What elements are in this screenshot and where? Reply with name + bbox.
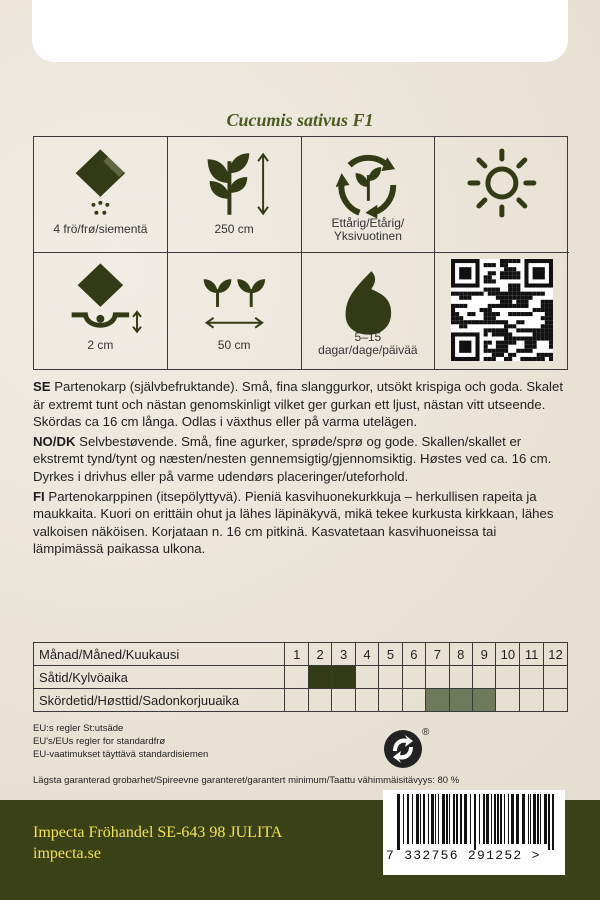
sowing-month-1 bbox=[285, 666, 308, 689]
qr-cell bbox=[435, 253, 569, 369]
sowing-month-6 bbox=[402, 666, 425, 689]
sowing-month-8 bbox=[449, 666, 472, 689]
desc-nodk bbox=[33, 433, 568, 486]
desc-nodk-text: Selvbestøvende. Små, fine agurker, sprøde/sprø og gode. Skallen/skallet er ekstremt tynd/tynt og næsten/nesten gennemsigtig/gjennomsiktig. Høstes ved ca. 16 cm. Dyrkes i drivhus eller på varme udendørs placeringer/uteforhold. bbox=[33, 433, 552, 484]
harvest-month-6 bbox=[402, 689, 425, 712]
sowing-month-7 bbox=[426, 666, 449, 689]
sowing-month-11 bbox=[520, 666, 544, 689]
month-5: 5 bbox=[379, 643, 402, 666]
qr-code-icon[interactable] bbox=[451, 259, 553, 361]
description-block bbox=[33, 378, 568, 560]
month-3: 3 bbox=[332, 643, 355, 666]
species-name: Cucumis sativus F1 bbox=[226, 110, 374, 130]
hanger-cutout bbox=[32, 0, 568, 62]
company-address: Impecta Fröhandel SE-643 98 JULITA bbox=[33, 824, 283, 841]
plant-spacing-icon bbox=[168, 259, 301, 339]
lang-code-fi: FI bbox=[33, 488, 45, 504]
spacing-cell bbox=[168, 253, 302, 369]
registered-mark: ® bbox=[422, 727, 430, 738]
company-website[interactable]: impecta.se bbox=[33, 845, 101, 862]
info-icon-grid bbox=[33, 136, 568, 370]
company-info bbox=[33, 822, 282, 864]
month-10: 10 bbox=[496, 643, 520, 666]
barcode-bars bbox=[383, 790, 565, 850]
sowing-label: Såtid/Kylvöaika bbox=[34, 666, 285, 689]
annual-cycle-icon bbox=[302, 143, 435, 223]
harvest-month-3 bbox=[332, 689, 355, 712]
height-cell bbox=[168, 137, 302, 253]
regulation-se: EU:s regler St:utsäde bbox=[33, 723, 124, 734]
spacing-label: 50 cm bbox=[217, 338, 251, 352]
harvest-month-11 bbox=[520, 689, 544, 712]
calendar-header-row bbox=[34, 643, 568, 666]
harvest-month-8 bbox=[449, 689, 472, 712]
sowing-calendar bbox=[33, 642, 568, 712]
harvest-month-4 bbox=[355, 689, 378, 712]
sowing-month-12 bbox=[544, 666, 568, 689]
month-7: 7 bbox=[426, 643, 449, 666]
desc-fi bbox=[33, 488, 568, 558]
month-11: 11 bbox=[520, 643, 544, 666]
harvest-month-5 bbox=[379, 689, 402, 712]
lifecycle-label: Ettårig/Etårig/ Yksivuotinen bbox=[331, 216, 405, 243]
plant-height-icon bbox=[168, 143, 301, 223]
seed-packet-icon bbox=[34, 143, 167, 223]
barcode-number: 7 332756 291252 > bbox=[386, 848, 541, 863]
harvest-month-12 bbox=[544, 689, 568, 712]
month-2: 2 bbox=[308, 643, 331, 666]
seeds-cell bbox=[34, 137, 168, 253]
desc-se bbox=[33, 378, 568, 431]
lifecycle-cell bbox=[302, 137, 436, 253]
depth-label: 2 cm bbox=[87, 338, 114, 352]
regulation-nodk: EU's/EUs regler for standardfrø bbox=[33, 736, 166, 747]
harvest-row bbox=[34, 689, 568, 712]
month-8: 8 bbox=[449, 643, 472, 666]
germination-cell bbox=[302, 253, 436, 369]
sowing-month-10 bbox=[496, 666, 520, 689]
seeds-label: 4 frö/frø/siementä bbox=[53, 222, 148, 236]
sowing-row bbox=[34, 666, 568, 689]
germination-guarantee: Lägsta garanterad grobarhet/Spireevne garanteret/garantert minimum/Taattu vähimmäisitävyys: 80 % bbox=[33, 775, 460, 786]
lang-code-se: SE bbox=[33, 379, 51, 394]
harvest-month-2 bbox=[308, 689, 331, 712]
height-label: 250 cm bbox=[214, 222, 254, 236]
desc-fi-text: Partenokarppinen (itsepölyttyvä). Pieniä kasvihuonekurkkuja – herkullisen rapeita ja maukkaita. Kuori on erittäin ohut ja lähes läpinäkyvä, mikä tekee kurkusta kirkkaan, lähes valkoisen näköisen. Korjataan n. 16 cm pitkinä. Kasvatetaan kasvihuoneissa tai lämpimässä paikassa ulkona. bbox=[33, 488, 554, 557]
germination-label: 5–15 dagar/dage/päivää bbox=[318, 330, 418, 357]
regulations bbox=[33, 722, 208, 761]
harvest-month-10 bbox=[496, 689, 520, 712]
lang-code-nodk: NO/DK bbox=[33, 433, 76, 449]
harvest-label: Skördetid/Høsttid/Sadonkorjuuaika bbox=[34, 689, 285, 712]
harvest-month-1 bbox=[285, 689, 308, 712]
sowing-month-2 bbox=[308, 666, 331, 689]
sowing-month-5 bbox=[379, 666, 402, 689]
month-12: 12 bbox=[544, 643, 568, 666]
harvest-month-7 bbox=[426, 689, 449, 712]
calendar-header-label: Månad/Måned/Kuukausi bbox=[34, 643, 285, 666]
green-dot-recycling-icon bbox=[381, 725, 433, 774]
month-9: 9 bbox=[472, 643, 495, 666]
sowing-depth-icon bbox=[34, 259, 167, 339]
month-1: 1 bbox=[285, 643, 308, 666]
sowing-month-4 bbox=[355, 666, 378, 689]
month-6: 6 bbox=[402, 643, 425, 666]
sun-cell bbox=[435, 137, 569, 253]
sowing-month-3 bbox=[332, 666, 355, 689]
germination-icon bbox=[302, 259, 435, 339]
harvest-month-9 bbox=[472, 689, 495, 712]
depth-cell bbox=[34, 253, 168, 369]
desc-se-text: Partenokarp (självbefruktande). Små, fina slanggurkor, utsökt krispiga och goda. Skalet är extremt tunt och nästan genomskinligt vilket ger gurkan ett ljust, nästan vitt utseende. Skördas ca 16 cm långa. Odlas i växthus eller på varma utelägen. bbox=[33, 379, 563, 430]
sun-icon bbox=[435, 143, 569, 223]
sowing-month-9 bbox=[472, 666, 495, 689]
regulation-fi: EU-vaatimukset täyttävä standardisiemen bbox=[33, 749, 209, 760]
month-4: 4 bbox=[355, 643, 378, 666]
